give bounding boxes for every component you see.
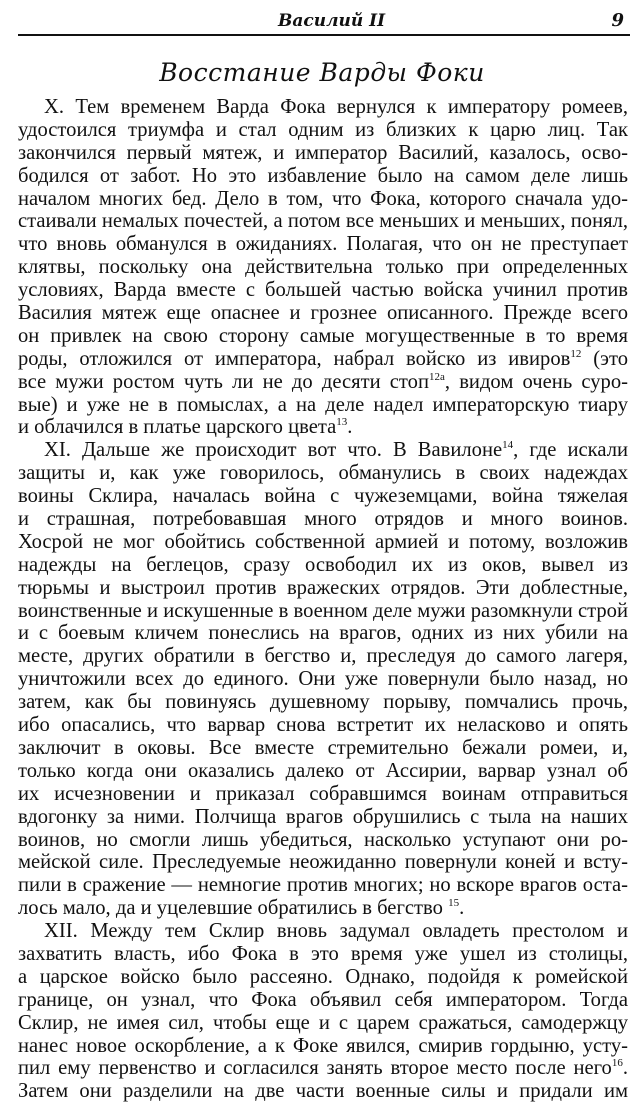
line-text: XI. Дальше же происходит вот что. В Вавилоне (44, 439, 503, 462)
text-line: и страшная, потребовавшая много отрядов и много воинов. (18, 508, 628, 531)
chapter-title: Восстание Варды Фоки (159, 58, 485, 87)
text-line: захватить власть, ибо Фока в это время уже ушел из столицы, (18, 942, 628, 965)
line-text: пил ему первенство и согласился занять второе место после него (18, 1057, 612, 1080)
text-line: воины Склира, началась война с чужеземцами, война тяжелая (18, 485, 628, 508)
running-title: Василий II (278, 11, 386, 31)
text-line: их исчезновении и приказал собравшимся воинам отправиться (18, 782, 628, 805)
text-line (18, 348, 628, 371)
text-line: пили в сражение — немногие против многих; но вскоре врагов оста- (18, 874, 628, 897)
paragraph-x (18, 96, 628, 439)
text-line: защиты и, как уже говорилось, обманулись в своих надеждах (18, 462, 628, 485)
line-text: и облачился в платье царского цвета (18, 416, 337, 439)
text-line: он привлек на свою сторону самые могущественные в то время (18, 324, 628, 347)
line-text: все мужи ростом чуть ли не до десяти стоп (18, 370, 429, 393)
text-line: воинственные и искушенные в военном деле мужи разомкнули строй (18, 599, 628, 622)
text-line (18, 416, 628, 439)
paragraph-xii (18, 920, 628, 1103)
text-line: стаивали немалых почестей, а потом все меньших и меньших, понял, (18, 210, 628, 233)
text-line (18, 439, 628, 462)
text-line (18, 897, 628, 920)
text-line: месте, других обратили в бегство и, преследуя до самого лагеря, (18, 645, 628, 668)
line-text: (это (581, 347, 628, 370)
text-line: XII. Между тем Склир вновь задумал овладеть престолом и (44, 920, 628, 943)
text-line: границе, он узнал, что Фока объявил себя императором. Тогда (18, 988, 628, 1011)
line-text: . (347, 416, 353, 439)
text-line: мейской силе. Преследуемые неожиданно повернули коней и всту- (18, 851, 628, 874)
text-line: надежды на беглецов, сразу освободил их из оков, вывел из (18, 553, 628, 576)
line-text: лось мало, да и уцелевшие обратились в бегство (18, 897, 443, 920)
text-line: что вновь обманулся в ожиданиях. Полагая, что он не преступает (18, 233, 628, 256)
text-line: воинов, но смогли лишь убедиться, насколько уступают они ро- (18, 828, 628, 851)
text-line: началом многих бед. Дело в том, что Фока, которого сначала удо- (18, 187, 628, 210)
text-line: Склир, не имея сил, чтобы еще и с царем сражаться, самодержцу (18, 1011, 628, 1034)
line-text: роды, отложился от императора, набрал войско из ивиров (18, 347, 571, 370)
line-text: . (459, 897, 465, 920)
footnote-ref: 13 (336, 416, 348, 429)
text-line: закончился первый мятеж, и император Василий, казалось, осво- (18, 141, 628, 164)
text-line (18, 1057, 628, 1080)
text-line: нанес новое оскорбление, а к Фоке явился, смирив гордыню, усту- (18, 1034, 628, 1057)
footnote-ref: 12 (570, 347, 582, 360)
text-line: бодился от забот. Но это избавление было на самом деле лишь (18, 164, 628, 187)
text-line (18, 371, 628, 394)
footnote-ref: 15 (448, 897, 460, 910)
footnote-ref: 12а (428, 370, 445, 383)
footnote-ref: 14 (502, 439, 514, 452)
text-line: Василия мятеж еще опаснее и грознее описанного. Прежде всего (18, 302, 628, 325)
text-line: условиях, Варда вместе с большей частью войска учинил против (18, 279, 628, 302)
text-line: X. Тем временем Варда Фока вернулся к императору ромеев, (44, 96, 628, 118)
paragraph-xi (18, 439, 628, 920)
line-text: . (622, 1057, 628, 1080)
text-line: клятвы, поскольку она действительна только при определенных (18, 256, 628, 279)
text-line: только когда они оказались далеко от Ассирии, варвар узнал об (18, 759, 628, 782)
line-text: , видом очень суро- (444, 370, 628, 393)
text-line: тюрьмы и выстроил против вражеских отрядов. Эти доблестные, (18, 576, 628, 599)
text-line: удостоился триумфа и стал одним из близких к царю лиц. Так (18, 118, 628, 141)
text-line: а царское войско было рассеяно. Однако, подойдя к ромейской (18, 965, 628, 988)
text-line: Затем они разделили на две части военные силы и придали им (18, 1080, 628, 1103)
body-text (18, 96, 628, 1103)
text-line: и с боевым кличем понеслись на врагов, одних из них убили на (18, 622, 628, 645)
page-number: 9 (611, 10, 624, 31)
text-line: вдогонку за ними. Полчища врагов обрушились с тыла на наших (18, 805, 628, 828)
footnote-ref: 16 (611, 1057, 623, 1070)
text-line: уничтожили всех до единого. Они уже повернули было назад, но (18, 668, 628, 691)
line-text: , где искали (513, 439, 628, 462)
text-line: вые) и уже не в помыслах, а на деле надел императорскую тиару (18, 393, 628, 416)
text-line: затем, как бы повинуясь душевному порыву, помчались прочь, (18, 691, 628, 714)
text-line: Хосрой не мог обойтись собственной армией и потому, возложив (18, 530, 628, 553)
text-line: ибо опасались, что варвар снова встретит их неласково и опять (18, 714, 628, 737)
running-header (18, 6, 630, 36)
text-line: заключит в оковы. Все вместе стремительно бежали ромеи, и, (18, 736, 628, 759)
